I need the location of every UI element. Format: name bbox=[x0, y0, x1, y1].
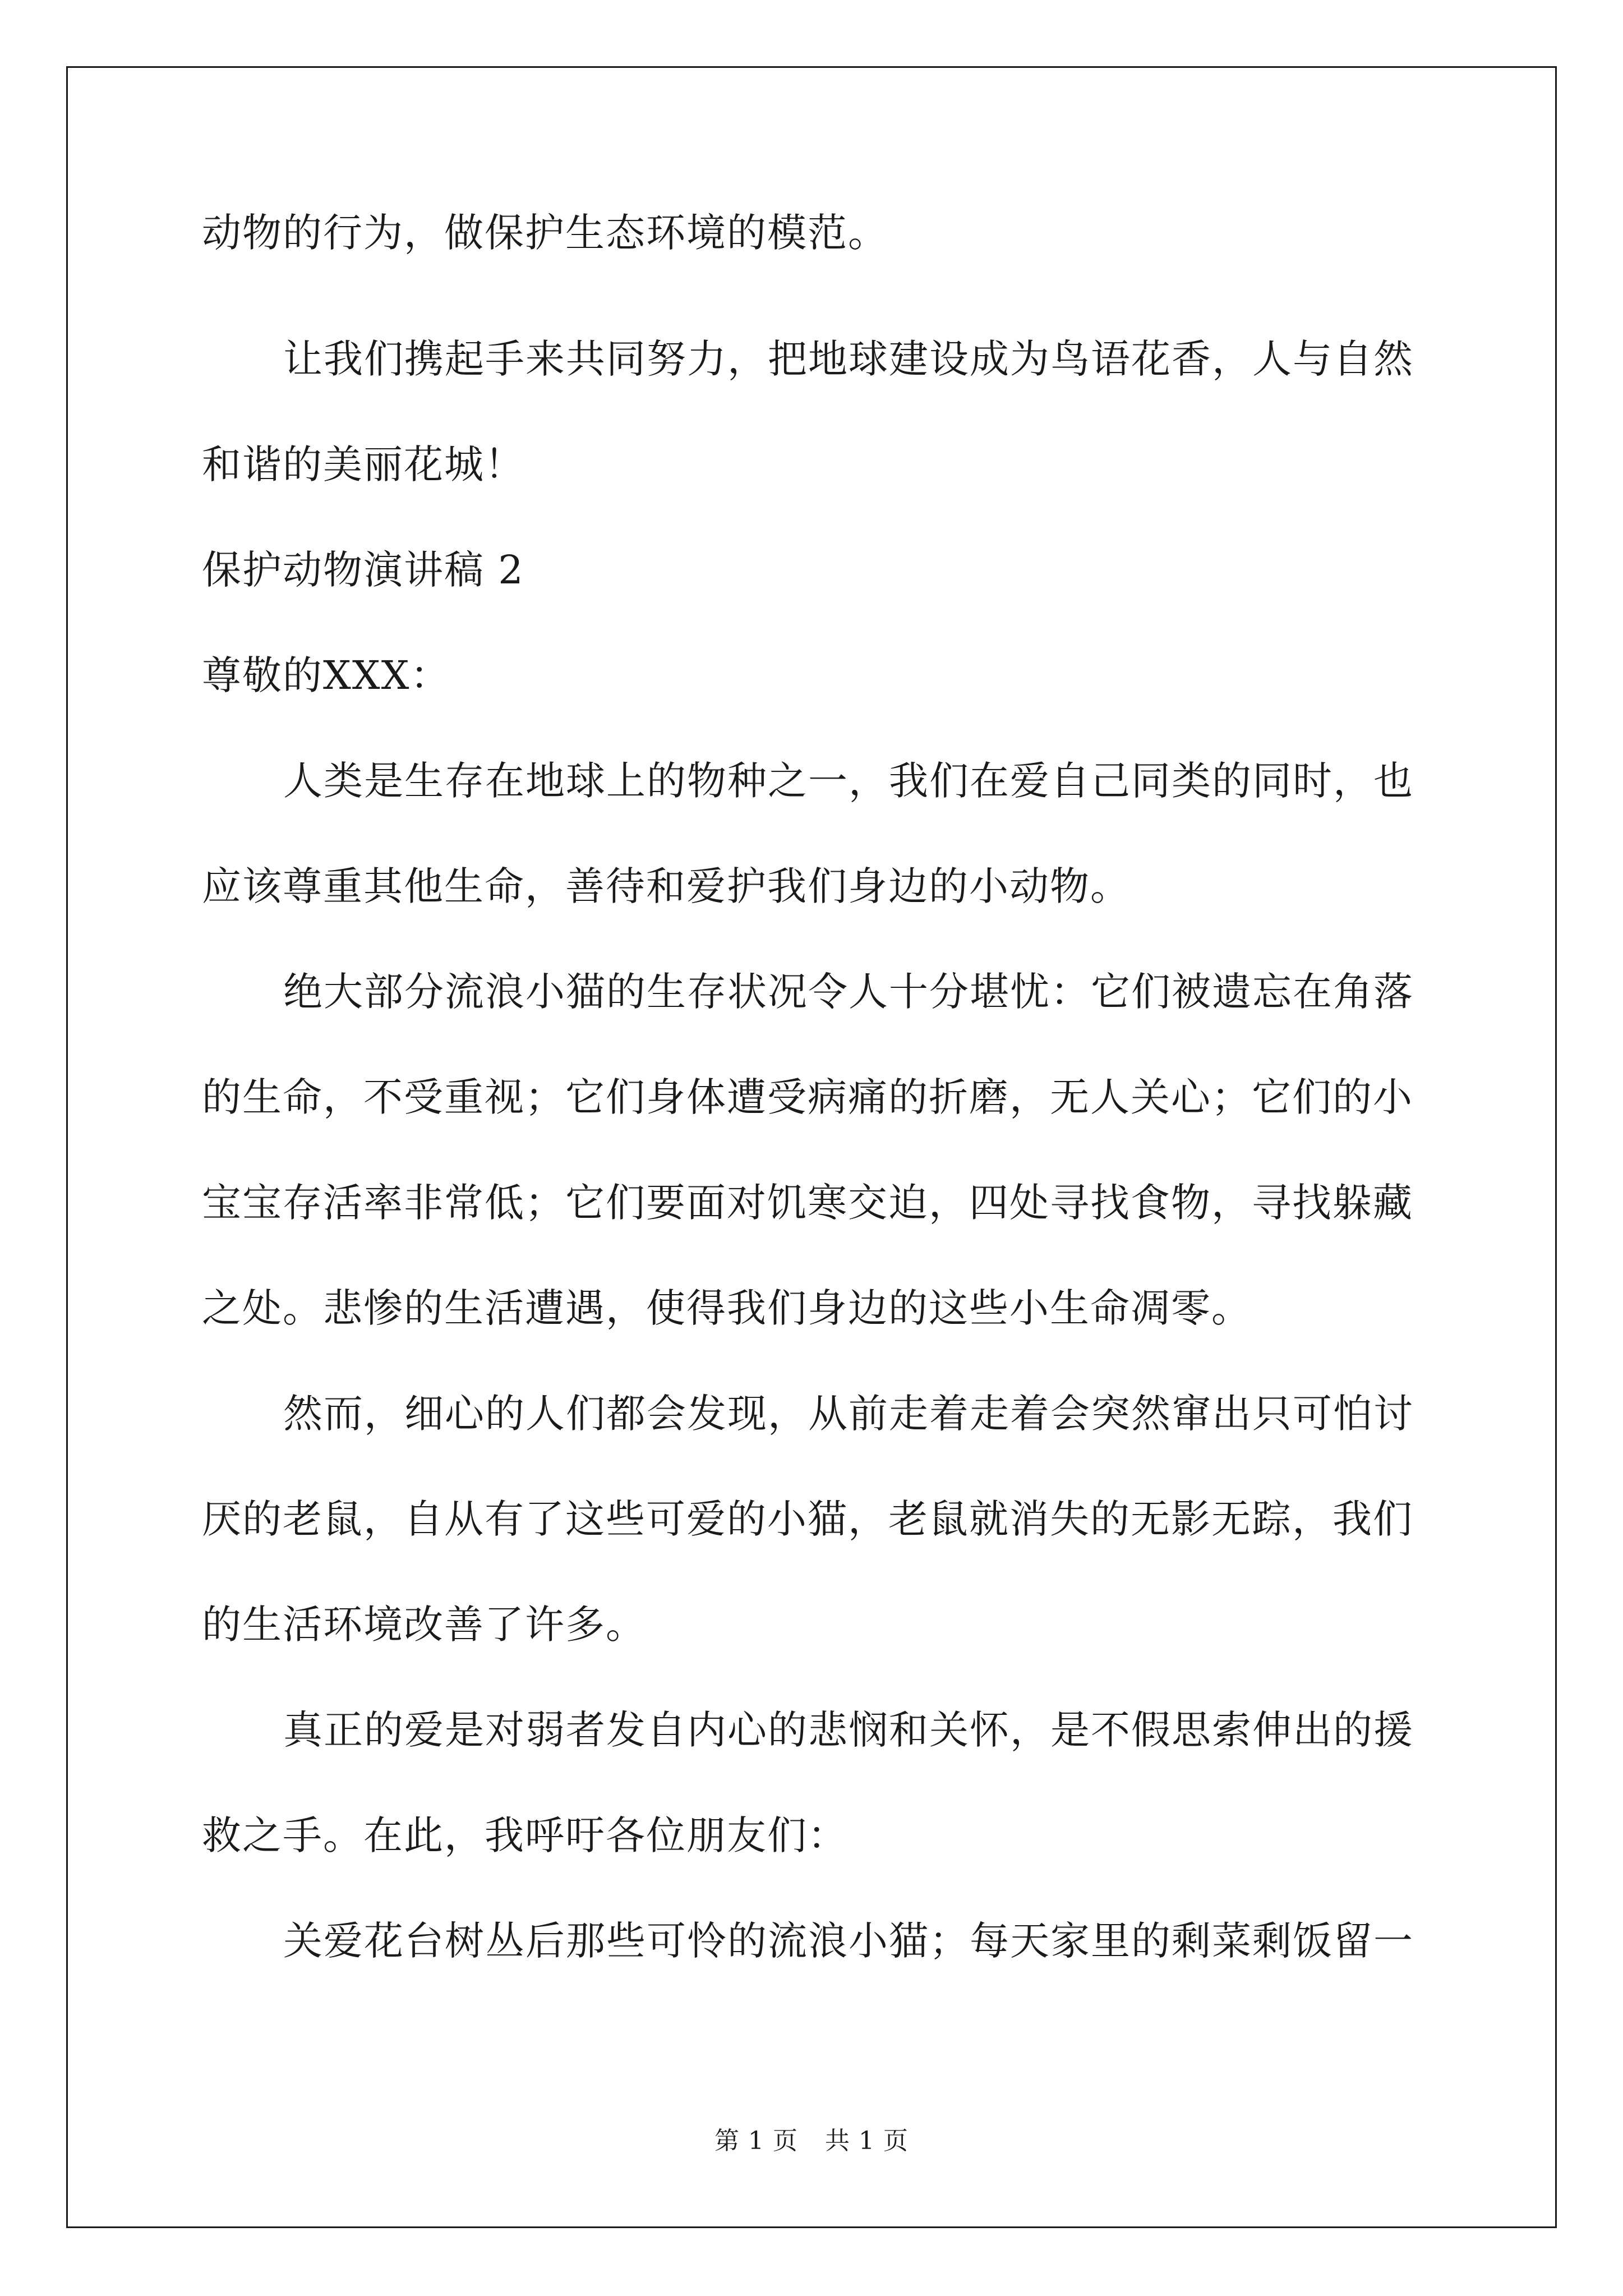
salutation: 尊敬的XXX： bbox=[202, 652, 451, 698]
paragraph-line: 和谐的美丽花城！ bbox=[202, 441, 525, 487]
paragraph-line: 真正的爱是对弱者发自内心的悲悯和关怀，是不假思索伸出的援 bbox=[283, 1707, 1414, 1753]
paragraph-line: 然而，细心的人们都会发现，从前走着走着会突然窜出只可怕讨 bbox=[283, 1391, 1414, 1437]
paragraph-line: 让我们携起手来共同努力，把地球建设成为鸟语花香，人与自然 bbox=[283, 336, 1414, 382]
paragraph-line: 的生命，不受重视；它们身体遭受病痛的折磨，无人关心；它们的小 bbox=[202, 1074, 1413, 1120]
paragraph-line: 绝大部分流浪小猫的生存状况令人十分堪忧：它们被遗忘在角落 bbox=[283, 969, 1414, 1015]
paragraph-line: 的生活环境改善了许多。 bbox=[202, 1602, 646, 1648]
page-number: 第 1 页 bbox=[714, 2127, 798, 2155]
text-line-closing: 动物的行为，做保护生态环境的模范。 bbox=[202, 210, 888, 256]
paragraph-line: 宝宝存活率非常低；它们要面对饥寒交迫，四处寻找食物，寻找躲藏 bbox=[202, 1180, 1413, 1226]
paragraph-line: 厌的老鼠，自从有了这些可爱的小猫，老鼠就消失的无影无踪，我们 bbox=[202, 1496, 1413, 1542]
paragraph-line: 关爱花台树丛后那些可怜的流浪小猫；每天家里的剩菜剩饭留一 bbox=[283, 1918, 1414, 1964]
paragraph-line: 人类是生存在地球上的物种之一，我们在爱自己同类的同时，也 bbox=[283, 758, 1414, 804]
paragraph-line: 救之手。在此，我呼吁各位朋友们： bbox=[202, 1812, 848, 1858]
section-heading: 保护动物演讲稿 2 bbox=[202, 547, 524, 593]
paragraph-line: 应该尊重其他生命，善待和爱护我们身边的小动物。 bbox=[202, 863, 1131, 909]
page-footer bbox=[0, 2120, 1623, 2156]
paragraph-line: 之处。悲惨的生活遭遇，使得我们身边的这些小生命凋零。 bbox=[202, 1285, 1252, 1331]
page-total: 共 1 页 bbox=[825, 2127, 909, 2155]
page-border bbox=[66, 66, 1557, 2228]
